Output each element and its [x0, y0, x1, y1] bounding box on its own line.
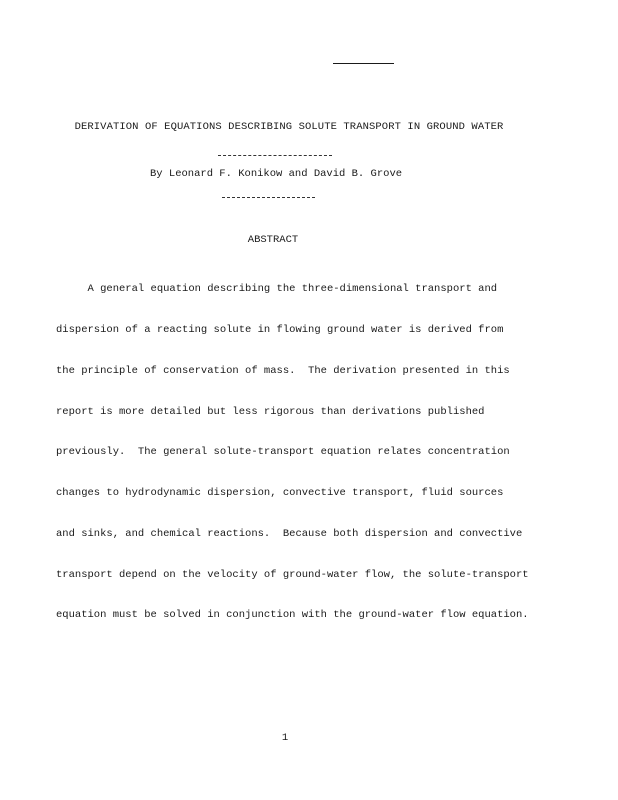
abstract-line: transport depend on the velocity of ground-water flow, the solute-transport	[56, 568, 529, 581]
author-line: By Leonard F. Konikow and David B. Grove	[150, 168, 403, 180]
abstract-line: the principle of conservation of mass. The derivation presented in this	[56, 364, 510, 377]
abstract-line: equation must be solved in conjunction with the ground-water flow equation.	[56, 609, 529, 622]
abstract-line: and sinks, and chemical reactions. Because both dispersion and convective	[56, 527, 523, 540]
abstract-line: changes to hydrodynamic dispersion, convective transport, fluid sources	[56, 487, 504, 500]
page-number: 1	[281, 732, 289, 744]
abstract-line: report is more detailed but less rigorous than derivations published	[56, 405, 485, 418]
abstract-line: dispersion of a reacting solute in flowing ground water is derived from	[56, 323, 504, 336]
author-underline-rule	[222, 197, 315, 198]
abstract-line: A general equation describing the three-dimensional transport and	[56, 283, 498, 296]
title-underline-rule	[218, 155, 332, 156]
abstract-body	[56, 256, 576, 650]
document-title: DERIVATION OF EQUATIONS DESCRIBING SOLUTE TRANSPORT IN GROUND WATER	[74, 121, 504, 133]
abstract-heading: ABSTRACT	[247, 234, 299, 246]
top-rule	[333, 63, 394, 64]
abstract-line: previously. The general solute-transport equation relates concentration	[56, 446, 510, 459]
